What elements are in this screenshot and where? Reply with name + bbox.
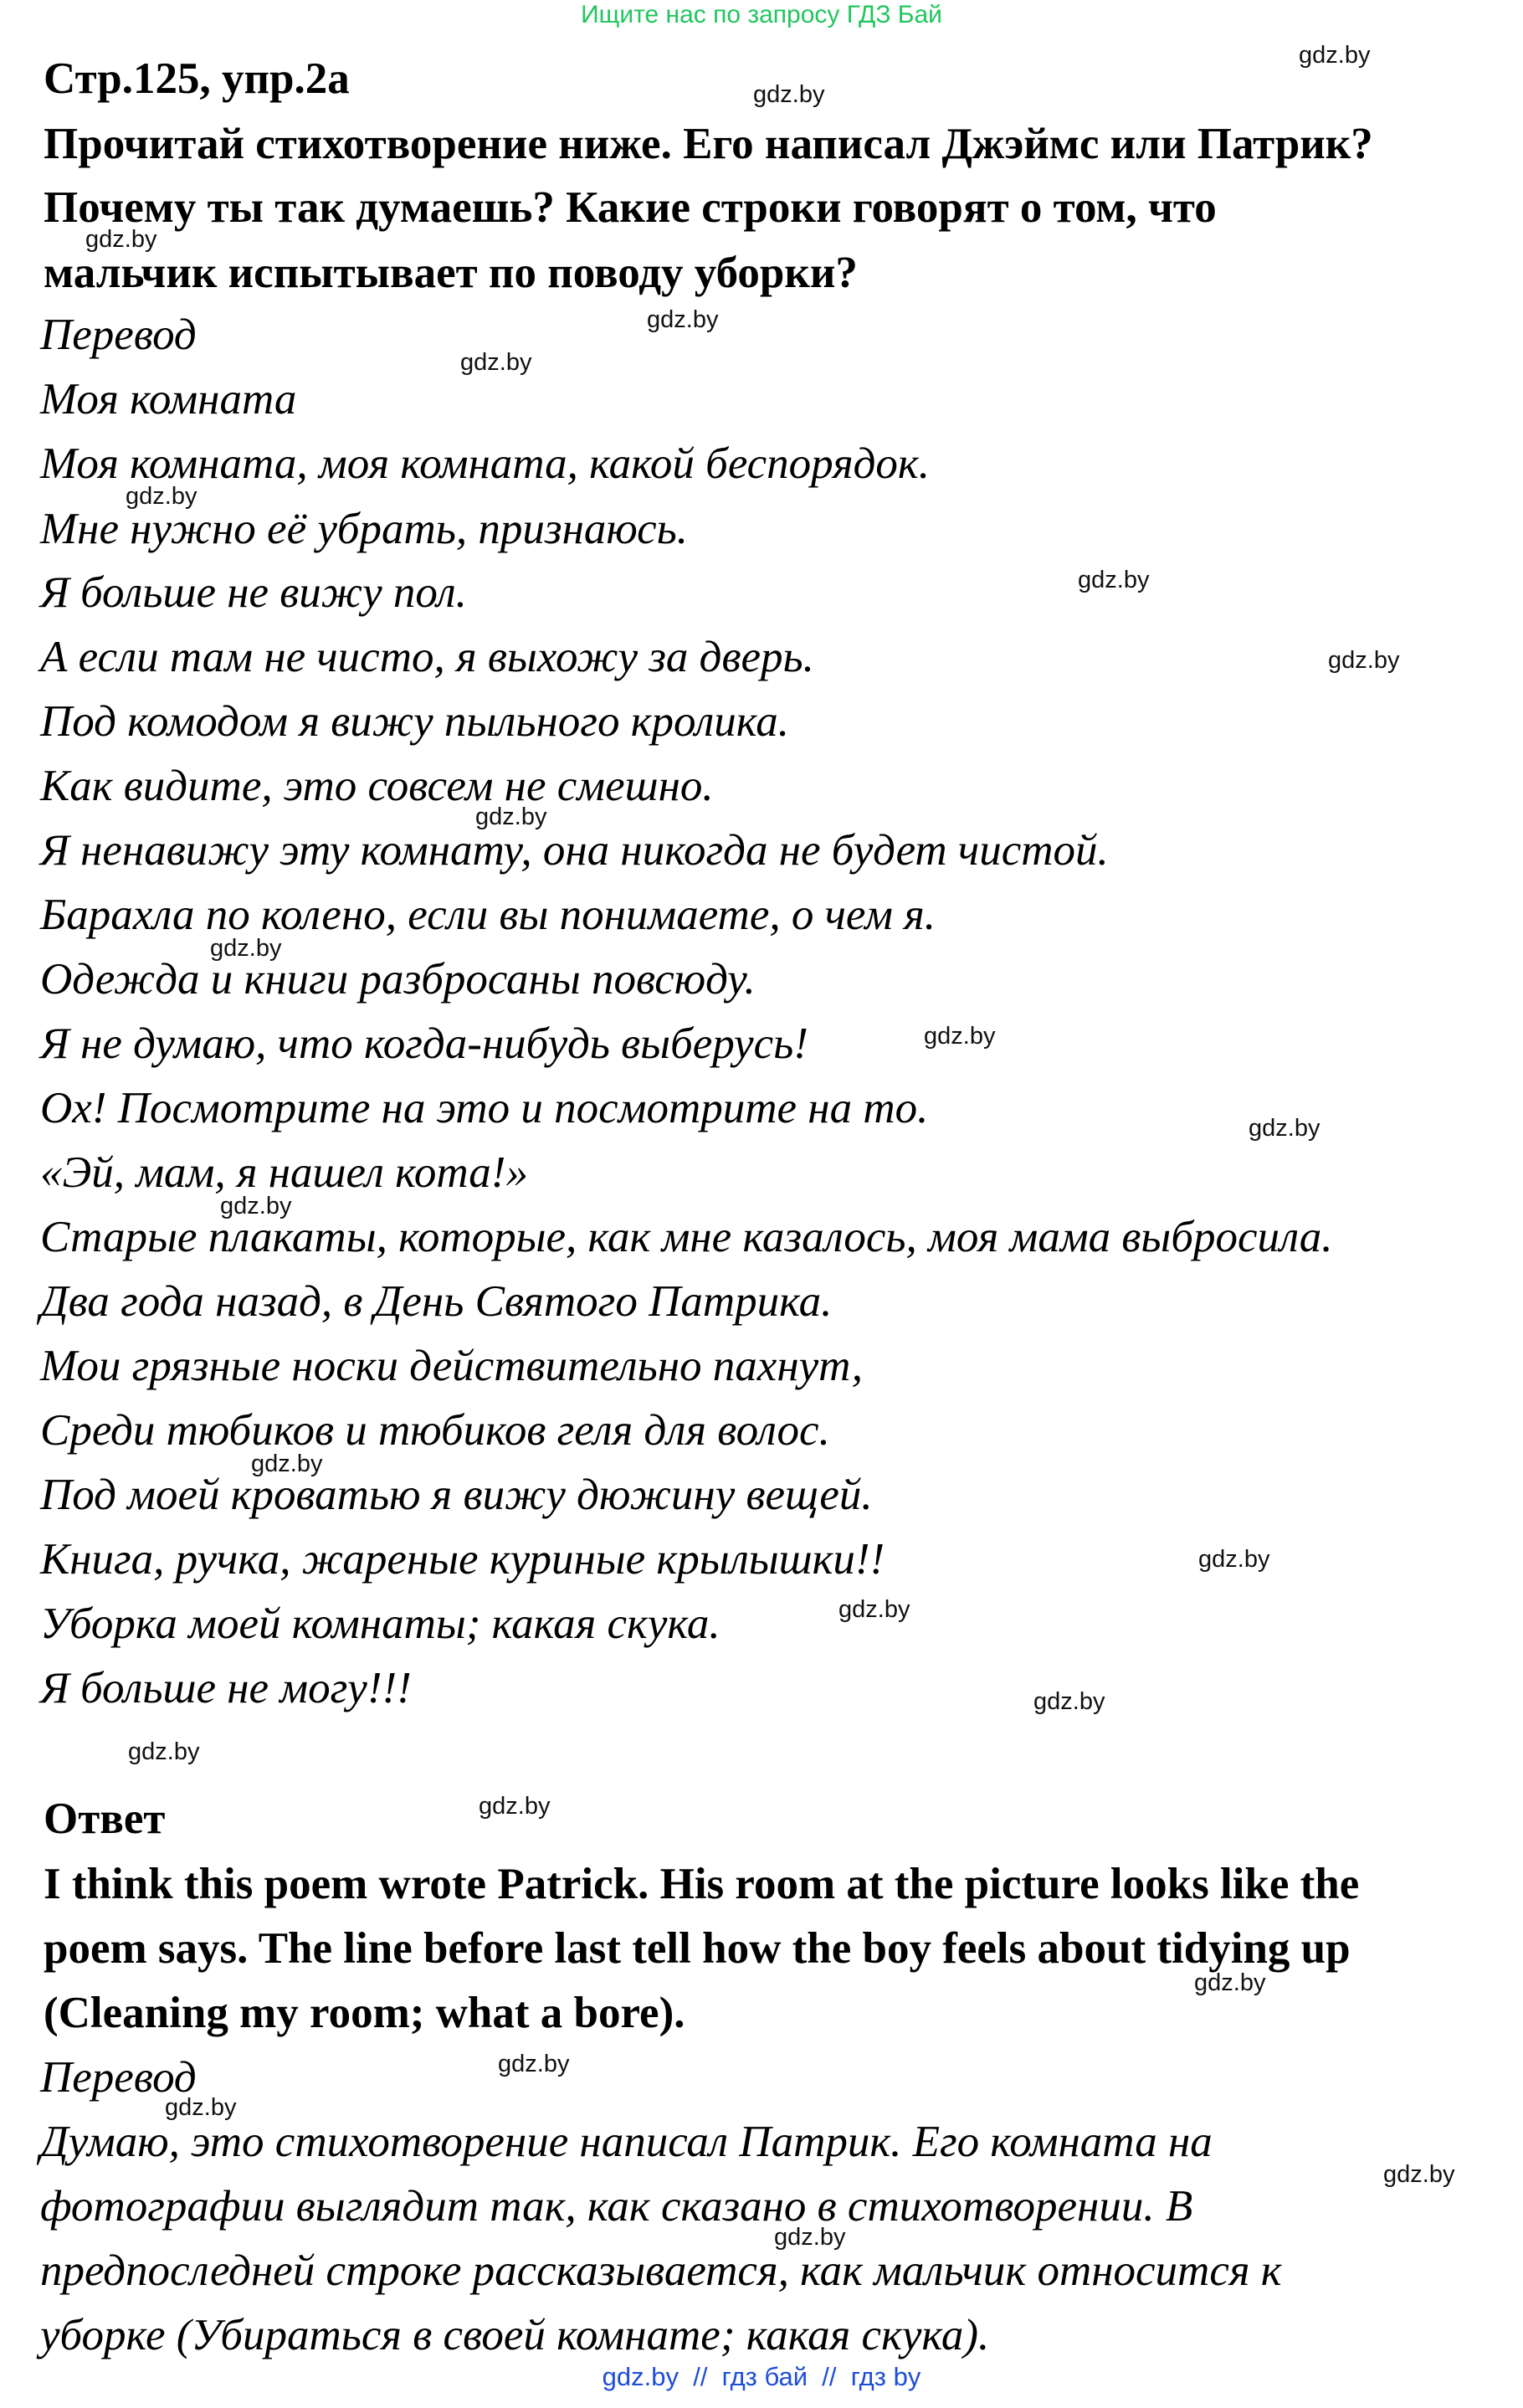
watermark: gdz.by bbox=[1033, 1688, 1105, 1715]
watermark: gdz.by bbox=[1078, 567, 1150, 593]
answer-line: I think this poem wrote Patrick. His room at the picture looks like the bbox=[44, 1860, 1360, 1908]
watermark: gdz.by bbox=[753, 81, 825, 108]
watermark: gdz.by bbox=[251, 1450, 323, 1477]
answer-label: Ответ bbox=[44, 1794, 166, 1843]
watermark: gdz.by bbox=[1383, 2161, 1455, 2188]
poem-line: «Эй, мам, я нашел кота!» bbox=[40, 1148, 528, 1197]
answer-line: poem says. The line before last tell how the boy feels about tidying up bbox=[44, 1924, 1351, 1973]
watermark: gdz.by bbox=[479, 1793, 551, 1820]
watermark: gdz.by bbox=[475, 804, 547, 830]
task-line: Прочитай стихотворение ниже. Его написал Джэймс или Патрик? bbox=[44, 120, 1373, 168]
watermark: gdz.by bbox=[647, 306, 719, 333]
translation-line: Думаю, это стихотворение написал Патрик. Его комната на bbox=[40, 2118, 1213, 2166]
watermark: gdz.by bbox=[220, 1193, 292, 1219]
watermark: gdz.by bbox=[1328, 647, 1400, 674]
translation-line: фотографии выглядит так, как сказано в стихотворении. В bbox=[40, 2182, 1193, 2231]
watermark: gdz.by bbox=[126, 483, 197, 510]
watermark: gdz.by bbox=[128, 1738, 200, 1765]
poem-line: Мои грязные носки действительно пахнут, bbox=[40, 1342, 863, 1390]
watermark: gdz.by bbox=[165, 2094, 237, 2121]
poem-line: Я больше не вижу пол. bbox=[40, 568, 467, 617]
watermark: gdz.by bbox=[498, 2051, 570, 2077]
task-line: Почему ты так думаешь? Какие строки говорят о том, что bbox=[44, 183, 1217, 232]
poem-line: Одежда и книги разбросаны повсюду. bbox=[40, 955, 756, 1004]
translation-label: Перевод bbox=[40, 2053, 197, 2102]
footer: gdz.by // гдз бай // гдз by bbox=[602, 2362, 921, 2391]
poem-line: Как видите, это совсем не смешно. bbox=[40, 762, 714, 810]
poem-line: А если там не чисто, я выхожу за дверь. bbox=[40, 633, 814, 681]
poem-line: Два года назад, в День Святого Патрика. bbox=[40, 1277, 833, 1326]
poem-line: Книга, ручка, жареные куриные крылышки!! bbox=[40, 1535, 885, 1584]
poem-title: Моя комната bbox=[40, 375, 297, 424]
watermark: gdz.by bbox=[460, 349, 532, 376]
poem-line: Ох! Посмотрите на это и посмотрите на то. bbox=[40, 1084, 929, 1132]
watermark: gdz.by bbox=[1249, 1115, 1320, 1142]
poem-line: Я больше не могу!!! bbox=[40, 1664, 412, 1712]
translation-line: уборке (Убираться в своей комнате; какая скука). bbox=[40, 2311, 990, 2359]
task-line: мальчик испытывает по поводу уборки? bbox=[44, 249, 858, 297]
watermark: gdz.by bbox=[774, 2224, 846, 2251]
watermark: gdz.by bbox=[1194, 1969, 1266, 1996]
watermark: gdz.by bbox=[924, 1023, 996, 1050]
poem-line: Уборка моей комнаты; какая скука. bbox=[40, 1599, 720, 1648]
translation-label: Перевод bbox=[40, 311, 197, 359]
poem-line: Под комодом я вижу пыльного кролика. bbox=[40, 697, 789, 746]
poem-line: Мне нужно её убрать, признаюсь. bbox=[40, 505, 688, 553]
watermark: gdz.by bbox=[838, 1596, 910, 1623]
watermark: gdz.by bbox=[1198, 1546, 1270, 1573]
watermark: gdz.by bbox=[210, 935, 282, 962]
translation-line: предпоследней строке рассказывается, как мальчик относится к bbox=[40, 2246, 1282, 2295]
poem-line: Барахла по колено, если вы понимаете, о чем я. bbox=[40, 891, 936, 939]
poem-line: Старые плакаты, которые, как мне казалось, моя мама выбросила. bbox=[40, 1213, 1333, 1261]
poem-line: Я ненавижу эту комнату, она никогда не будет чистой. bbox=[40, 826, 1109, 875]
poem-line: Я не думаю, что когда-нибудь выберусь! bbox=[40, 1019, 808, 1068]
top-banner: Ищите нас по запросу ГДЗ Бай bbox=[581, 1, 942, 28]
exercise-title: Стр.125, упр.2а bbox=[44, 54, 350, 103]
poem-line: Среди тюбиков и тюбиков геля для волос. bbox=[40, 1406, 830, 1455]
poem-line: Моя комната, моя комната, какой беспорядок. bbox=[40, 439, 930, 488]
watermark: gdz.by bbox=[85, 226, 157, 253]
watermark: gdz.by bbox=[1299, 42, 1371, 69]
answer-line: (Cleaning my room; what a bore). bbox=[44, 1989, 685, 2037]
poem-line: Под моей кроватью я вижу дюжину вещей. bbox=[40, 1471, 873, 1519]
